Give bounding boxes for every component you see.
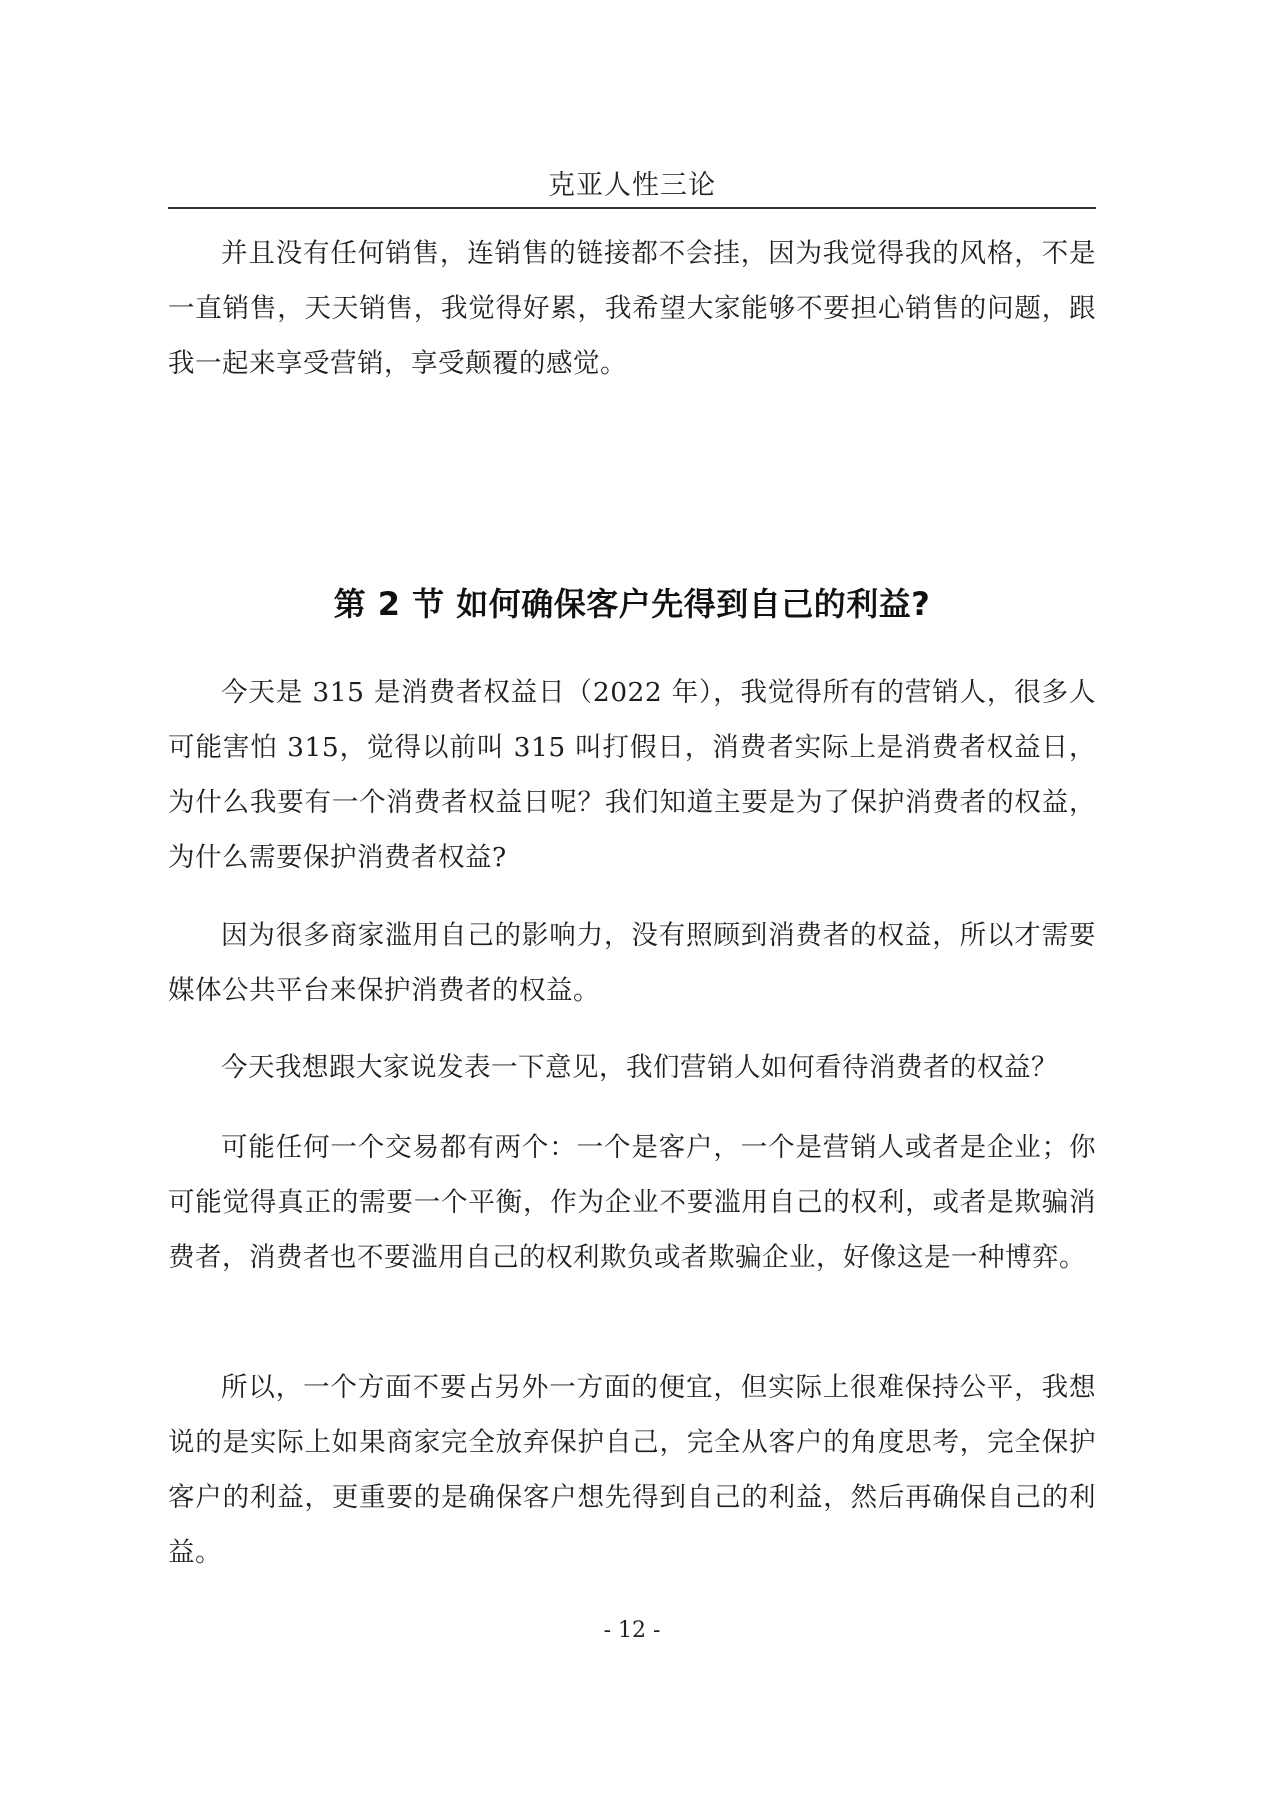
paragraph-2: 因为很多商家滥用自己的影响力，没有照顾到消费者的权益，所以才需要媒体公共平台来保护消费者的权益。 bbox=[168, 920, 1096, 1006]
header-rule bbox=[168, 207, 1096, 209]
running-header: 克亚人性三论 bbox=[548, 170, 716, 201]
paragraph-1: 今天是 315 是消费者权益日（2022 年），我觉得所有的营销人，很多人可能害怕 315，觉得以前叫 315 叫打假日，消费者实际上是消费者权益日，为什么我要有一个消费者权益日呢？我们知道主要是为了保护消费者的权益，为什么需要保护消费者权益? bbox=[168, 677, 1096, 873]
paragraph-3: 今天我想跟大家说发表一下意见，我们营销人如何看待消费者的权益？ bbox=[221, 1052, 1058, 1083]
page-number: - 12 - bbox=[603, 1618, 661, 1643]
paragraph-intro: 并且没有任何销售，连销售的链接都不会挂，因为我觉得我的风格，不是一直销售，天天销售，我觉得好累，我希望大家能够不要担心销售的问题，跟我一起来享受营销，享受颠覆的感觉。 bbox=[168, 238, 1096, 379]
paragraph-4: 可能任何一个交易都有两个：一个是客户，一个是营销人或者是企业；你可能觉得真正的需要一个平衡，作为企业不要滥用自己的权利，或者是欺骗消费者，消费者也不要滥用自己的权利欺负或者欺骗企业，好像这是一种博弈。 bbox=[168, 1132, 1096, 1273]
section-title: 第 2 节 如何确保客户先得到自己的利益? bbox=[333, 585, 931, 623]
paragraph-5: 所以，一个方面不要占另外一方面的便宜，但实际上很难保持公平，我想说的是实际上如果商家完全放弃保护自己，完全从客户的角度思考，完全保护客户的利益，更重要的是确保客户想先得到自己的利益，然后再确保自己的利益。 bbox=[168, 1372, 1096, 1568]
